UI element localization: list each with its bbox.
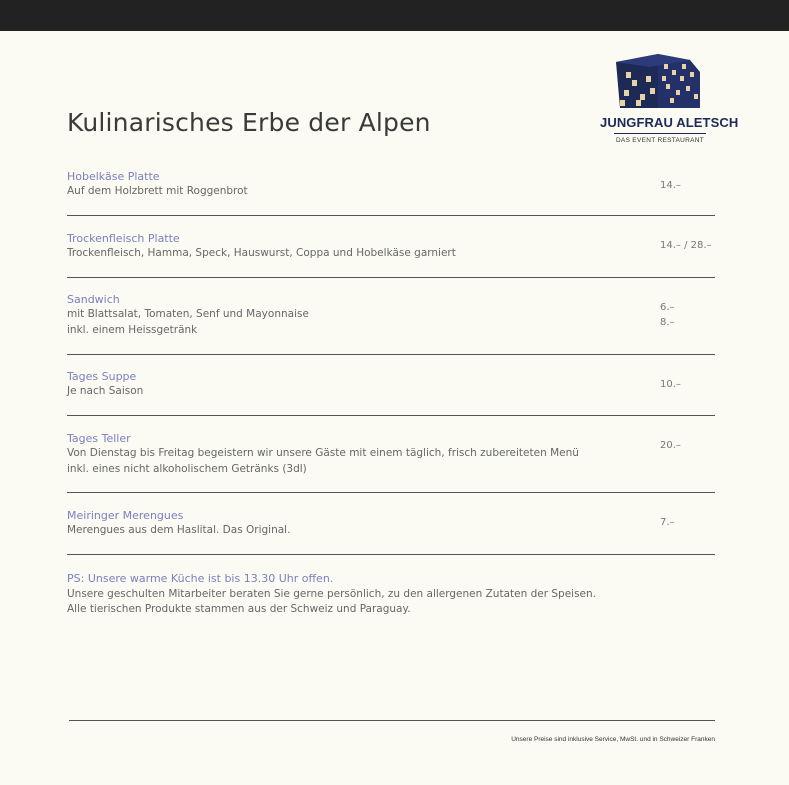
divider xyxy=(67,354,715,355)
ps-line: Unsere geschulten Mitarbeiter beraten Sie gerne persönlich, zu den allergenen Zutaten der Speisen. xyxy=(67,587,596,600)
divider xyxy=(67,277,715,278)
ps-note xyxy=(67,571,707,618)
item-name: Meiringer Merengues xyxy=(67,509,184,522)
item-name: Tages Suppe xyxy=(67,370,137,383)
menu-item-sandwich xyxy=(67,292,715,338)
menu-item-tages-teller xyxy=(67,431,715,477)
footer-divider xyxy=(69,720,715,721)
item-price: 7.– xyxy=(660,517,675,528)
item-description: Merengues aus dem Haslital. Das Original. xyxy=(67,524,291,536)
divider xyxy=(67,215,715,216)
ps-line: Alle tierischen Produkte stammen aus der Schweiz und Paraguay. xyxy=(67,603,411,615)
item-price: 14.– / 28.– xyxy=(660,240,712,251)
restaurant-logo xyxy=(600,50,739,150)
item-price: 10.– xyxy=(660,379,681,390)
item-price: 8.– xyxy=(660,317,675,328)
item-name: Hobelkäse Platte xyxy=(67,170,160,183)
item-name: Trockenfleisch Platte xyxy=(67,232,180,245)
item-price: 20.– xyxy=(660,440,681,451)
item-description: Je nach Saison xyxy=(67,385,144,397)
item-description: Trockenfleisch, Hamma, Speck, Hauswurst, Coppa und Hobelkäse garniert xyxy=(67,247,456,259)
menu-item-hobelkaese xyxy=(67,169,715,200)
item-description: mit Blattsalat, Tomaten, Senf und Mayonnaise xyxy=(67,308,309,320)
cube-building-icon xyxy=(616,50,704,110)
item-description: Auf dem Holzbrett mit Roggenbrot xyxy=(67,185,248,197)
item-price: 6.– xyxy=(660,302,675,313)
divider xyxy=(67,415,715,416)
top-bar xyxy=(0,0,789,31)
menu-item-merengues xyxy=(67,508,715,539)
logo-subtitle: DAS EVENT RESTAURANT xyxy=(615,137,705,144)
item-description: Von Dienstag bis Freitag begeistern wir unsere Gäste mit einem täglich, frisch zubereiteten Menü xyxy=(67,447,579,459)
menu-item-tages-suppe xyxy=(67,369,715,400)
divider xyxy=(67,554,715,555)
item-description: inkl. eines nicht alkoholischem Getränks (3dl) xyxy=(67,462,307,475)
logo-divider xyxy=(614,133,706,134)
logo-name: JUNGFRAU ALETSCH xyxy=(600,115,739,130)
item-name: Tages Teller xyxy=(67,432,131,445)
divider xyxy=(67,492,715,493)
item-price: 14.– xyxy=(660,180,681,191)
price-note: Unsere Preise sind inklusive Service, MwSt. und in Schweizer Franken xyxy=(511,736,715,743)
item-description: inkl. einem Heissgetränk xyxy=(67,323,198,336)
page-title: Kulinarisches Erbe der Alpen xyxy=(67,108,431,137)
ps-heading: PS: Unsere warme Küche ist bis 13.30 Uhr offen. xyxy=(67,572,334,585)
item-name: Sandwich xyxy=(67,293,120,306)
menu-item-trockenfleisch xyxy=(67,231,715,262)
